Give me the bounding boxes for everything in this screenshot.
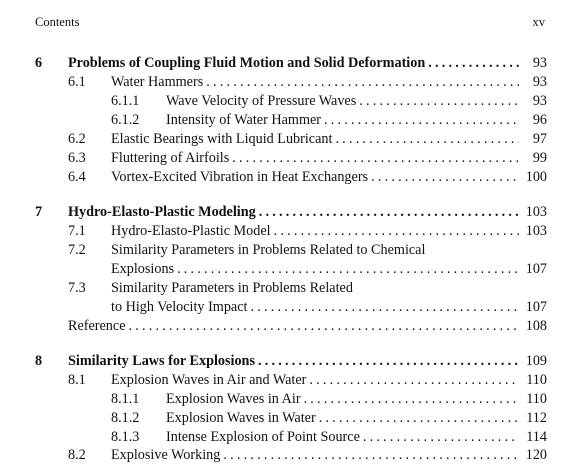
page-number: 107 bbox=[525, 261, 547, 277]
leader-dots bbox=[319, 409, 519, 428]
toc-section-6-1[interactable] bbox=[0, 73, 581, 92]
section-title-line-2: to High Velocity Impact bbox=[111, 299, 248, 315]
subsection-title: Wave Velocity of Pressure Waves bbox=[166, 93, 357, 109]
subsection-title: Intensity of Water Hammer bbox=[166, 112, 322, 128]
section-title: Vortex-Excited Vibration in Heat Exchangers bbox=[111, 169, 369, 185]
chapter-title: Similarity Laws for Explosions bbox=[68, 353, 255, 369]
page-number: 96 bbox=[532, 112, 547, 128]
toc-chapter-7[interactable] bbox=[0, 203, 581, 222]
page-number: 100 bbox=[525, 169, 547, 185]
leader-dots bbox=[177, 260, 519, 279]
section-number: 8.1 bbox=[68, 372, 86, 388]
toc-entry bbox=[68, 203, 519, 222]
toc-entry bbox=[166, 111, 519, 130]
section-number: 8.2 bbox=[68, 447, 86, 463]
toc-entry bbox=[111, 298, 519, 317]
header-page-number: xv bbox=[532, 15, 545, 29]
subsection-title: Explosion Waves in Water bbox=[166, 410, 316, 426]
page-number: 93 bbox=[532, 93, 547, 109]
leader-dots bbox=[428, 54, 519, 73]
toc-section-7-3-line-1[interactable] bbox=[0, 279, 581, 298]
toc-subsection-8-1-2[interactable] bbox=[0, 409, 581, 428]
chapter-number: 8 bbox=[35, 353, 43, 369]
subsection-title: Explosion Waves in Air bbox=[166, 391, 301, 407]
section-title: Explosive Working bbox=[111, 447, 221, 463]
toc-entry bbox=[111, 371, 519, 390]
toc-section-6-2[interactable] bbox=[0, 130, 581, 149]
toc-subsection-8-1-1[interactable] bbox=[0, 390, 581, 409]
toc-entry bbox=[111, 149, 519, 168]
page-number: 108 bbox=[525, 318, 547, 334]
toc-section-8-2[interactable] bbox=[0, 446, 581, 465]
section-title: Hydro-Elasto-Plastic Model bbox=[111, 223, 271, 239]
toc-section-7-2-line-1[interactable] bbox=[0, 241, 581, 260]
section-title: Elastic Bearings with Liquid Lubricant bbox=[111, 131, 333, 147]
section-title-line-1: Similarity Parameters in Problems Related bbox=[111, 280, 353, 296]
section-number: 6.1 bbox=[68, 74, 86, 90]
page-number: 103 bbox=[525, 223, 547, 239]
header-contents-label: Contents bbox=[35, 15, 80, 29]
leader-dots bbox=[274, 222, 519, 241]
subsection-number: 8.1.3 bbox=[111, 429, 140, 445]
toc-entry bbox=[111, 222, 519, 241]
chapter-title: Problems of Coupling Fluid Motion and Solid Deformation bbox=[68, 55, 426, 71]
page-number: 114 bbox=[526, 429, 547, 445]
leader-dots bbox=[304, 390, 519, 409]
section-number: 6.2 bbox=[68, 131, 86, 147]
subsection-title: Intense Explosion of Point Source bbox=[166, 429, 360, 445]
section-number: 6.3 bbox=[68, 150, 86, 166]
toc-entry bbox=[68, 54, 519, 73]
chapter-title: Hydro-Elasto-Plastic Modeling bbox=[68, 204, 256, 220]
leader-dots bbox=[258, 352, 519, 371]
toc-entry bbox=[166, 428, 519, 447]
leader-dots bbox=[250, 298, 519, 317]
page-number: 110 bbox=[526, 372, 547, 388]
leader-dots bbox=[223, 446, 519, 465]
section-title: Fluttering of Airfoils bbox=[111, 150, 230, 166]
page-number: 93 bbox=[532, 55, 547, 71]
toc-entry bbox=[111, 130, 519, 149]
subsection-number: 6.1.1 bbox=[111, 93, 140, 109]
toc-section-8-1[interactable] bbox=[0, 371, 581, 390]
toc-reference-7[interactable] bbox=[0, 317, 581, 336]
leader-dots bbox=[259, 203, 519, 222]
subsection-number: 8.1.1 bbox=[111, 391, 140, 407]
toc-entry bbox=[111, 73, 519, 92]
page-number: 109 bbox=[525, 353, 547, 369]
chapter-number: 6 bbox=[35, 55, 43, 71]
toc-section-7-3-line-2[interactable] bbox=[0, 298, 581, 317]
page-number: 99 bbox=[532, 150, 547, 166]
leader-dots bbox=[324, 111, 519, 130]
reference-title: Reference bbox=[68, 318, 126, 334]
section-number: 7.2 bbox=[68, 242, 86, 258]
toc-entry bbox=[68, 352, 519, 371]
toc-entry bbox=[166, 92, 519, 111]
subsection-number: 6.1.2 bbox=[111, 112, 140, 128]
page-number: 112 bbox=[526, 410, 547, 426]
page-number: 110 bbox=[526, 391, 547, 407]
subsection-number: 8.1.2 bbox=[111, 410, 140, 426]
leader-dots bbox=[206, 73, 519, 92]
chapter-number: 7 bbox=[35, 204, 43, 220]
section-title: Water Hammers bbox=[111, 74, 204, 90]
section-title: Explosion Waves in Air and Water bbox=[111, 372, 307, 388]
leader-dots bbox=[129, 317, 520, 336]
toc-section-6-4[interactable] bbox=[0, 168, 581, 187]
section-title-line-2: Explosions bbox=[111, 261, 175, 277]
page-number: 120 bbox=[525, 447, 547, 463]
toc-section-7-2-line-2[interactable] bbox=[0, 260, 581, 279]
leader-dots bbox=[335, 130, 519, 149]
toc-entry bbox=[166, 390, 519, 409]
toc-section-7-1[interactable] bbox=[0, 222, 581, 241]
section-number: 7.1 bbox=[68, 223, 86, 239]
page-number: 107 bbox=[525, 299, 547, 315]
page-number: 103 bbox=[525, 204, 547, 220]
toc-entry bbox=[111, 260, 519, 279]
toc-entry bbox=[166, 409, 519, 428]
leader-dots bbox=[363, 428, 519, 447]
section-number: 7.3 bbox=[68, 280, 86, 296]
toc-chapter-6[interactable] bbox=[0, 54, 581, 73]
toc-entry bbox=[111, 168, 519, 187]
toc-subsection-6-1-1[interactable] bbox=[0, 92, 581, 111]
toc-section-6-3[interactable] bbox=[0, 149, 581, 168]
leader-dots bbox=[309, 371, 519, 390]
leader-dots bbox=[371, 168, 519, 187]
leader-dots bbox=[232, 149, 519, 168]
page-number: 93 bbox=[532, 74, 547, 90]
section-number: 6.4 bbox=[68, 169, 86, 185]
leader-dots bbox=[359, 92, 519, 111]
toc-entry bbox=[111, 446, 519, 465]
toc-subsection-8-1-3[interactable] bbox=[0, 428, 581, 447]
section-title-line-1: Similarity Parameters in Problems Related to Chemical bbox=[111, 242, 426, 258]
toc-chapter-8[interactable] bbox=[0, 352, 581, 371]
page-number: 97 bbox=[532, 131, 547, 147]
toc-entry bbox=[68, 317, 519, 336]
toc-subsection-6-1-2[interactable] bbox=[0, 111, 581, 130]
